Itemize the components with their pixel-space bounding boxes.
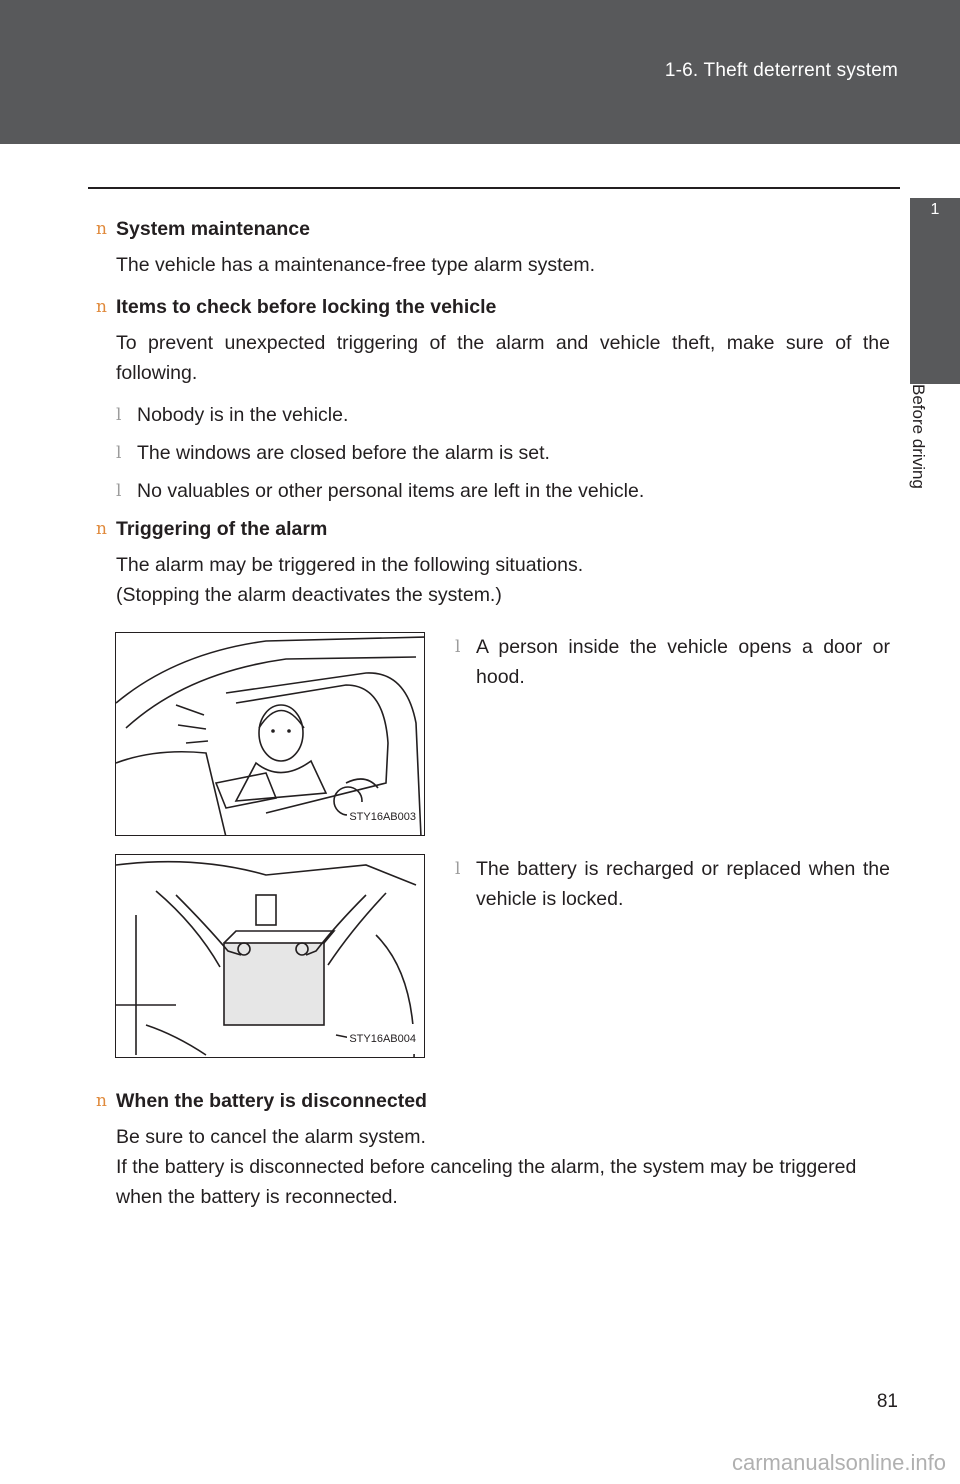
section-marker: n [96,519,107,539]
body-line: (Stopping the alarm deactivates the system.) [116,584,502,606]
list-item [116,400,890,430]
heading-text: When the battery is disconnected [116,1090,427,1112]
watermark: carmanualsonline.info [731,1450,946,1475]
body-line: Be sure to cancel the alarm system. [116,1126,426,1148]
list-item [116,476,890,506]
figure-caption-list [455,854,890,922]
heading-text: Triggering of the alarm [116,518,328,540]
section-title: 1-6. Theft deterrent system [664,60,898,81]
section-body: The vehicle has a maintenance-free type alarm system. [116,254,596,276]
section-body [96,1122,890,1212]
chapter-number: 1 [930,201,940,218]
bullet-mark: l [455,859,461,879]
chapter-label-text: Before driving [909,384,928,489]
list-item-text: No valuables or other personal items are left in the vehicle. [137,480,645,502]
page-header [0,0,960,144]
check-list [96,400,890,506]
list-item [455,854,890,914]
bullet-mark: l [116,481,122,501]
section-triggering [96,514,890,1066]
bullet-mark: l [116,405,122,425]
bullet-mark: l [116,443,122,463]
chapter-label [909,384,956,534]
figure-row-battery [115,854,890,1066]
section-heading [96,292,890,322]
figure-code: STY16AB003 [347,802,418,832]
header-rule [88,187,900,189]
section-check [96,292,890,506]
figure-caption-list [455,632,890,700]
heading-text: System maintenance [116,218,311,240]
heading-text: Items to check before locking the vehicle [116,296,497,318]
list-item [455,632,890,692]
illustration-person-in-vehicle [115,632,425,836]
section-battery [96,1086,890,1212]
list-item-text: Nobody is in the vehicle. [137,404,349,426]
bullet-mark: l [455,637,461,657]
body-line: The alarm may be triggered in the following situations. [116,554,584,576]
section-heading [96,514,890,544]
illustration-battery [115,854,425,1058]
list-item-text: The windows are closed before the alarm is set. [137,442,550,464]
figure-code: STY16AB004 [347,1024,418,1054]
section-marker: n [96,297,107,317]
section-maintenance [96,214,890,280]
section-heading [96,214,890,244]
figure-row-door [115,632,890,844]
section-marker: n [96,1091,107,1111]
list-item-text: The battery is recharged or replaced when the vehicle is locked. [476,858,890,910]
section-body [96,550,890,610]
chapter-tab [910,198,960,384]
list-item-text: A person inside the vehicle opens a door or hood. [476,636,890,688]
page-number: 81 [876,1391,898,1412]
body-line: If the battery is disconnected before canceling the alarm, the system may be triggered when the battery is reconnected. [116,1156,857,1208]
list-item [116,438,890,468]
section-body: To prevent unexpected triggering of the alarm and vehicle theft, make sure of the following. [116,332,890,384]
section-marker: n [96,219,107,239]
section-heading [96,1086,890,1116]
page-content [96,214,890,1224]
